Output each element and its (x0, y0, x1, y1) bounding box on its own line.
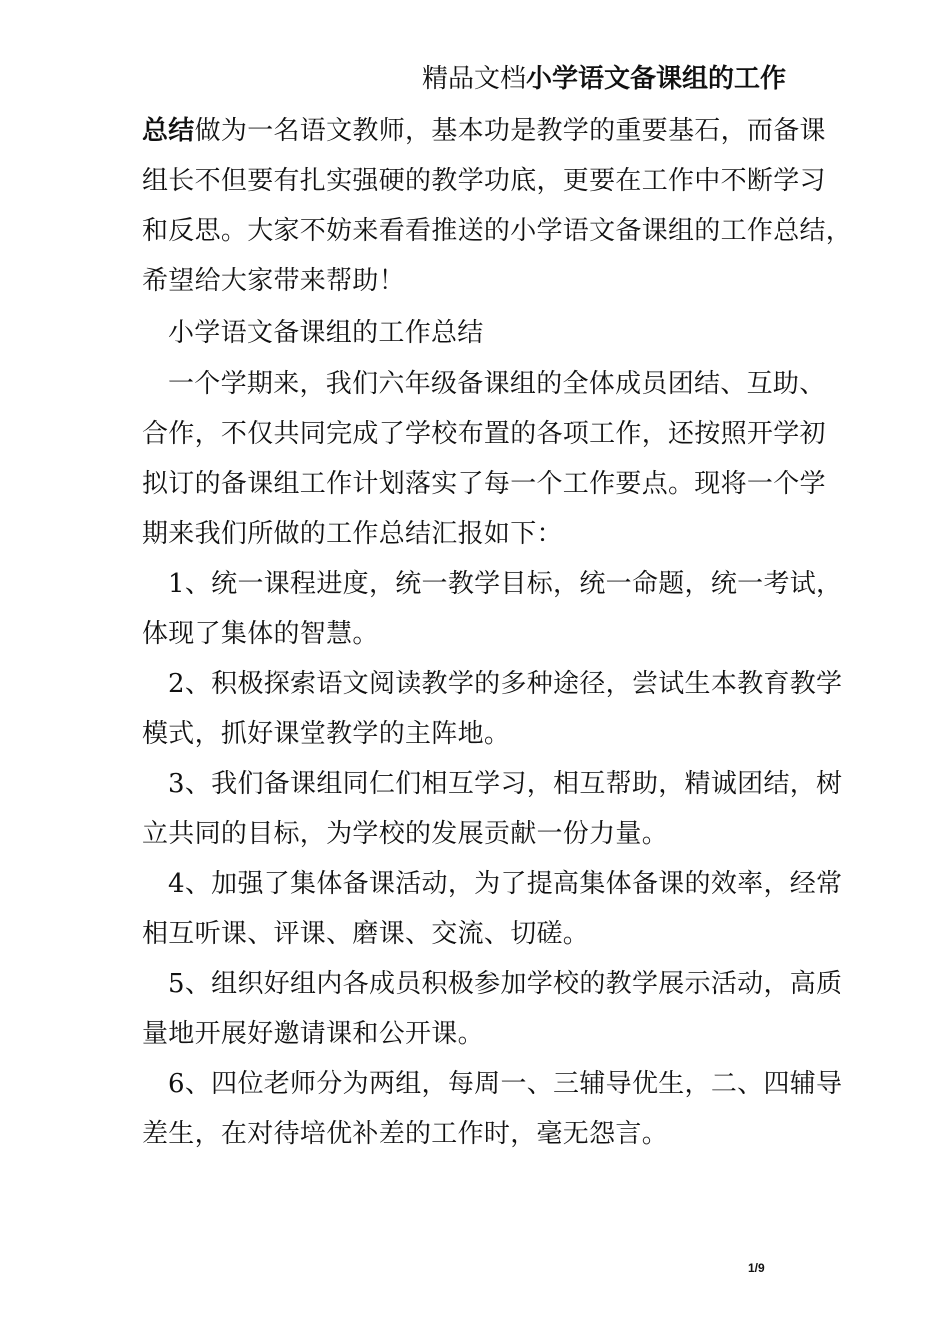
document-title-part2: 总结 (142, 116, 195, 146)
header-prefix: 精品文档 (422, 64, 527, 94)
list-item-6-line-2: 差生，在对待培优补差的工作时，毫无怨言。 (142, 1119, 669, 1149)
intro-line-1 (142, 114, 826, 148)
intro-line-3: 和反思。大家不妨来看看推送的小学语文备课组的工作总结， (142, 216, 853, 246)
list-item-1-line-2: 体现了集体的智慧。 (142, 619, 379, 649)
list-item-4-line-2: 相互听课、评课、磨课、交流、切磋。 (142, 919, 590, 949)
list-item-5-line-1: 5、组织好组内各成员积极参加学校的教学展示活动，高质 (168, 969, 843, 999)
list-item-1-line-1: 1、统一课程进度，统一教学目标，统一命题，统一考试， (168, 569, 843, 599)
intro-line-4: 希望给大家带来帮助！ (142, 266, 406, 296)
document-title-part1: 小学语文备课组的工作 (526, 64, 787, 94)
list-item-4-line-1: 4、加强了集体备课活动，为了提高集体备课的效率，经常 (168, 869, 843, 899)
body-line: 期来我们所做的工作总结汇报如下： (142, 519, 563, 549)
list-item-6-line-1: 6、四位老师分为两组，每周一、三辅导优生，二、四辅导 (168, 1069, 843, 1099)
list-item-5-line-2: 量地开展好邀请课和公开课。 (142, 1019, 484, 1049)
list-item-3-line-1: 3、我们备课组同仁们相互学习，相互帮助，精诚团结，树 (168, 769, 843, 799)
list-item-3-line-2: 立共同的目标，为学校的发展贡献一份力量。 (142, 819, 669, 849)
section-title: 小学语文备课组的工作总结 (168, 318, 484, 348)
list-item-2-line-2: 模式，抓好课堂教学的主阵地。 (142, 719, 511, 749)
body-line: 合作，不仅共同完成了学校布置的各项工作，还按照开学初 (142, 419, 826, 449)
page-number: 1/9 (748, 1261, 765, 1275)
intro-text-1: 做为一名语文教师，基本功是教学的重要基石，而备课 (194, 116, 826, 146)
intro-line-2: 组长不但要有扎实强硬的教学功底，更要在工作中不断学习 (142, 166, 826, 196)
body-line: 一个学期来，我们六年级备课组的全体成员团结、互助、 (168, 369, 826, 399)
document-header (422, 62, 786, 96)
body-line: 拟订的备课组工作计划落实了每一个工作要点。现将一个学 (142, 469, 826, 499)
list-item-2-line-1: 2、积极探索语文阅读教学的多种途径，尝试生本教育教学 (168, 669, 843, 699)
